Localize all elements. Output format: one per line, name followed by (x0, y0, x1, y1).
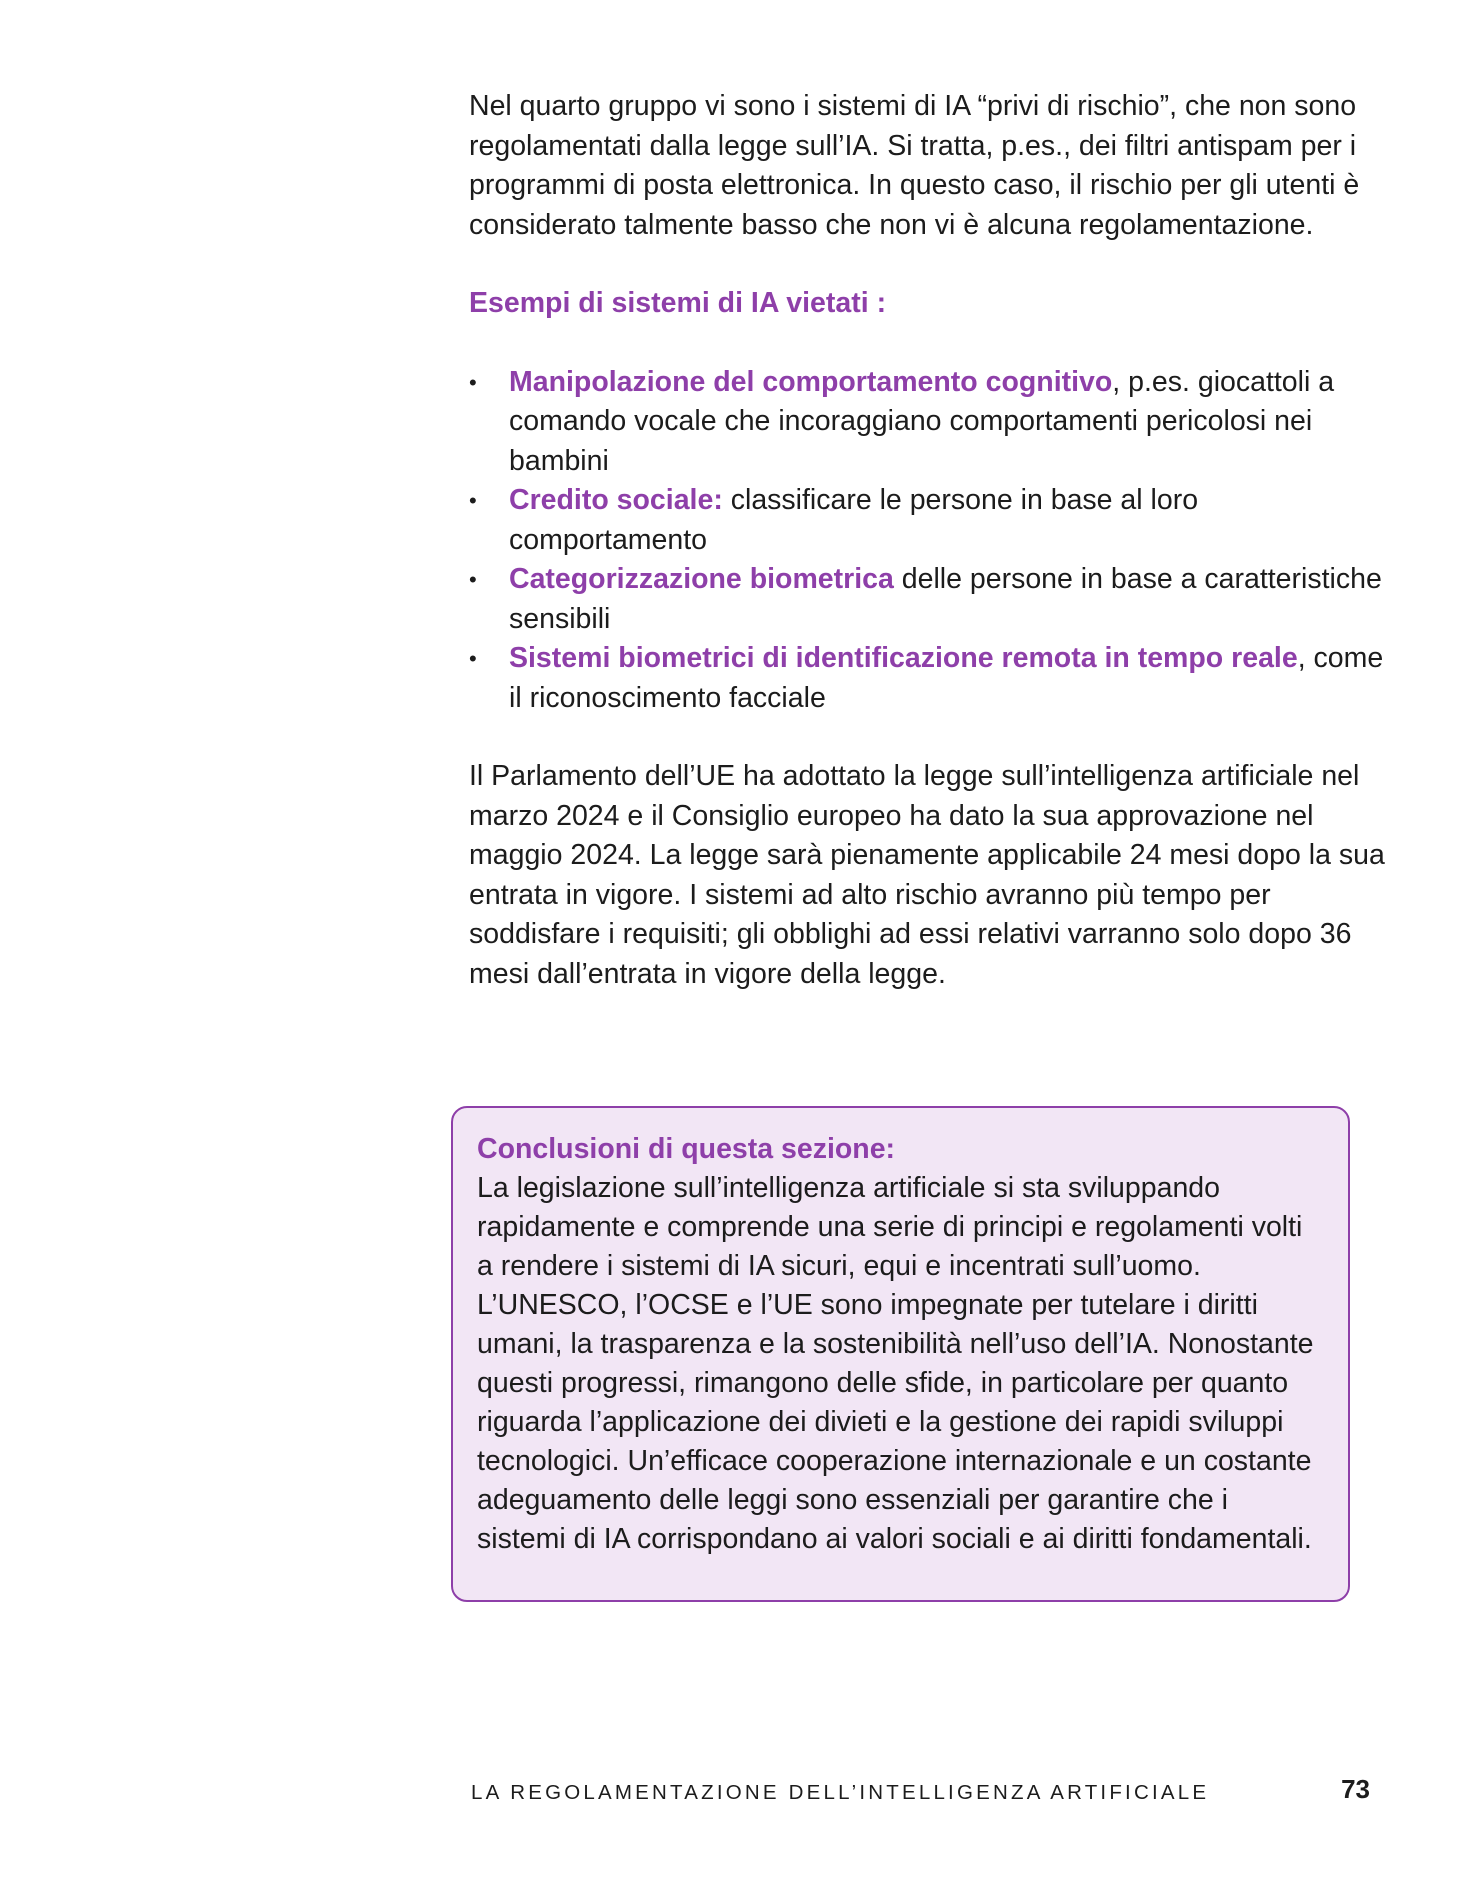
intro-paragraph: Nel quarto gruppo vi sono i sistemi di IA “privi di rischio”, che non sono regolamentati dalla legge sull’IA. Si tratta, p.es., dei filtri antispam per i programmi di posta elettronica. In questo caso, il rischio per gli utenti è considerato talmente basso che non vi è alcuna regolamentazione. (469, 90, 1360, 241)
conclusion-title: Conclusioni di questa sezione: (477, 1133, 896, 1165)
list-item-lead: Sistemi biometrici di identificazione remota in tempo reale (509, 642, 1298, 674)
bullet-icon: • (469, 488, 477, 513)
list-item-lead: Categorizzazione biometrica (509, 563, 894, 595)
running-title: LA REGOLAMENTAZIONE DELL’INTELLIGENZA ARTIFICIALE (471, 1781, 1210, 1804)
list-item (469, 639, 1387, 718)
conclusion-text: La legislazione sull’intelligenza artificiale si sta sviluppando rapidamente e comprende una serie di principi e regolamenti volti a rendere i sistemi di IA sicuri, equi e incentrati sull’uomo. L’UNESCO, l’OCSE e l’UE sono impegnate per tutelare i diritti umani, la trasparenza e la sostenibilità nell’uso dell’IA. Nonostante questi progressi, rimangono delle sfide, in particolare per quanto riguarda l’applicazione dei divieti e la gestione dei rapidi sviluppi tecnologici. Un’efficace cooperazione internazionale e un costante adeguamento delle leggi sono essenziali per garantire che i sistemi di IA corrispondano ai valori sociali e ai diritti fondamentali. (477, 1172, 1314, 1555)
main-content (469, 87, 1387, 994)
conclusion-box (451, 1106, 1350, 1602)
list-item (469, 560, 1387, 639)
bullet-icon: • (469, 567, 477, 592)
bullet-icon: • (469, 369, 477, 395)
list-item-lead: Credito sociale: (509, 484, 723, 516)
list-item-text: , come il riconoscimento facciale (509, 642, 1384, 714)
list-item (469, 363, 1387, 482)
list-item-lead: Manipolazione del comportamento cognitivo (509, 365, 1113, 398)
prohibited-systems-list (469, 363, 1387, 719)
bullet-icon: • (469, 646, 477, 671)
page-number: 73 (1341, 1774, 1370, 1804)
list-item-text: delle persone in base a caratteristiche sensibili (509, 563, 1382, 635)
list-item-text: , p.es. giocattoli a comando vocale che incoraggiano comportamenti pericolosi nei bambini (509, 365, 1335, 477)
list-item-text: classificare le persone in base al loro comportamento (509, 484, 1199, 556)
eu-parliament-paragraph: Il Parlamento dell’UE ha adottato la legge sull’intelligenza artificiale nel marzo 2024 e il Consiglio europeo ha dato la sua approvazione nel maggio 2024. La legge sarà pienamente applicabile 24 mesi dopo la sua entrata in vigore. I sistemi ad alto rischio avranno più tempo per soddisfare i requisiti; gli obblighi ad essi relativi varranno solo dopo 36 mesi dall’entrata in vigore della legge. (469, 760, 1385, 990)
examples-heading: Esempi di sistemi di IA vietati : (469, 287, 887, 319)
list-item (469, 481, 1387, 560)
